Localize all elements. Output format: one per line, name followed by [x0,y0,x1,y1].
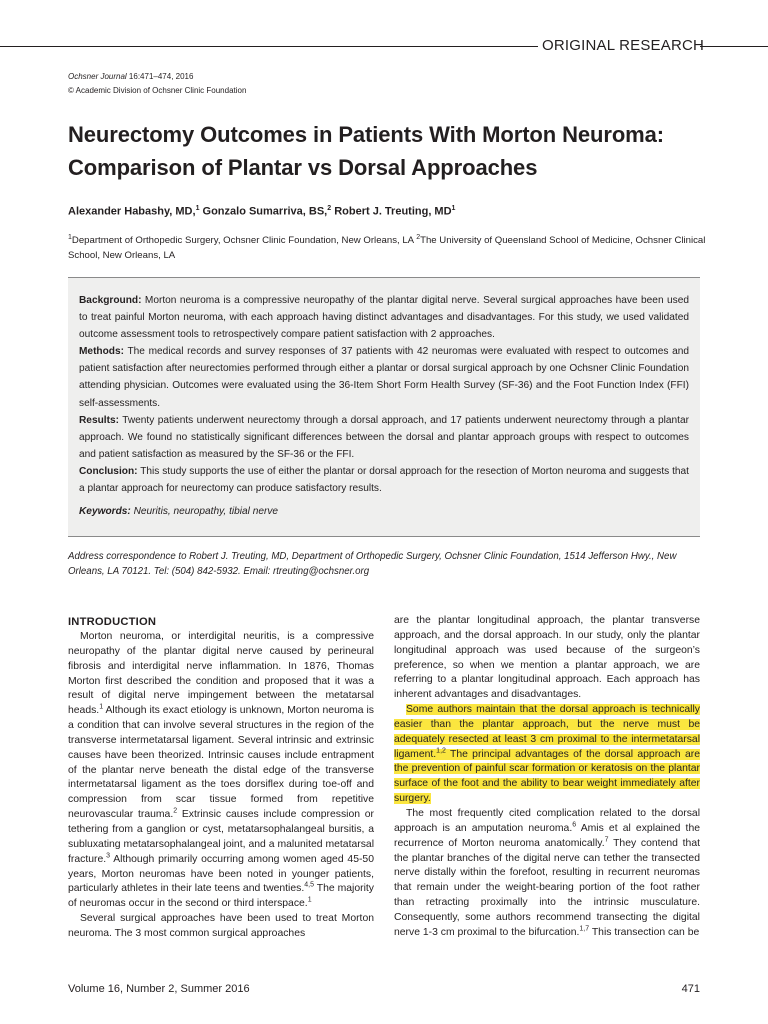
article-title: Neurectomy Outcomes in Patients With Morton Neuroma: Comparison of Plantar vs Dorsal Approaches [68,122,665,180]
citation-sup: 1 [307,896,312,904]
header-rule-right [700,46,768,47]
author-name: Gonzalo Sumarriva, BS, [199,205,328,218]
header-rule-left [0,46,538,47]
affil-sup: 2 [416,234,421,241]
abstract-conclusion [79,463,689,497]
abstract-background [79,292,689,343]
text-run: Although its exact etiology is unknown, Morton neuroma is a condition that can involve several structures in the region of the transverse intermetatarsal ligament. Several intrinsic and extrinsic causes have been theorized. Intrinsic causes include entrapment of the plantar nerve beneath the distal edge of the transverse intermetatarsal ligament as the toes dorsiflex during toe-off and compression from scar tissue formed from repetitive neurovascular trauma. [68,705,374,821]
abstract-body: Twenty patients underwent neurectomy through a dorsal approach, and 17 patients underwent neurectomy through a plantar approach. We found no statistically significant differences between the dorsal and plantar approach groups with respect to outcomes and patient satisfaction as measured by the SF-36 or the FFI. [79,414,689,460]
text-run: Some authors maintain that the dorsal approach is technically easier than the plantar approach, but the nerve must be adequately resected at least 3 cm proximal to the intermetatarsal ligament. [394,704,700,760]
body-column-left [68,615,374,942]
correspondence-address: Address correspondence to Robert J. Treuting, MD, Department of Orthopedic Surgery, Ochsner Clinic Foundation, 1514 Jefferson Hwy., New Orleans, LA 70121. Tel: (504) 842-5932. Email: rtreuting@ochsner.org [68,551,677,577]
highlighted-paragraph [394,703,700,807]
affil-text: The University of Queensland School of Medicine, Ochsner Clinical School, New Orleans, LA [68,235,706,261]
affil-sup: 1 [68,234,72,241]
citation-sup: 7 [604,836,609,844]
author-name: Robert J. Treuting, MD [331,205,452,218]
citation-sup: 4,5 [304,881,314,889]
journal-name: Ochsner Journal [68,72,127,81]
body-paragraph: Several surgical approaches have been used to treat Morton neuroma. The 3 most common surgical approaches [68,913,374,939]
journal-volume: 16:471–474, 2016 [126,72,194,81]
citation-sup: 1,7 [579,925,590,933]
text-run: The majority of neuromas occur in the second or third interspace. [68,883,374,910]
citation-sup: 1,2 [436,747,446,755]
abstract-box [68,277,700,537]
citation-sup: 2 [173,807,178,815]
abstract-methods [79,343,689,411]
abstract-text [79,292,689,497]
text-run: Although primarily occurring among women aged 45-50 years, Morton neuromas have been noted in younger patients, particularly athletes in their late teens and twenties. [68,853,374,895]
text-run: The principal advantages of the dorsal approach are the prevention of painful scar formation or keratosis on the plantar surface of the foot and the ability to bear weight immediately after surgery. [394,748,700,805]
abstract-label: Background: [79,295,142,306]
body-paragraph: are the plantar longitudinal approach, the plantar transverse approach, and the dorsal approach. In our study, only the plantar longitudinal approach was used because of the surgeon’s preference, so when we mention a plantar approach, we are referring to a plantar longitudinal approach. Each approach has inherent advantages and disadvantages. [394,615,700,701]
page-number: 471 [681,983,700,995]
author-name: Alexander Habashy, MD, [68,205,196,218]
affiliations [68,231,708,263]
citation-sup: 3 [106,852,111,860]
affil-text: Department of Orthopedic Surgery, Ochsner Clinic Foundation, New Orleans, LA [71,235,417,247]
keywords-label: Keywords: [79,506,131,517]
keywords [79,506,278,517]
text-run: They contend that the plantar branches of the digital nerve can tether the transected nerve distally within the forefoot, resulting in recurrent neuromas that remain under the weight-bearing portion of the foot rather than retracting proximally into the intrinsic musculature. Consequently, some authors recommend transecting the digital nerve 1-3 cm proximal to the bifurcation. [394,837,700,938]
text-run: This transection can be [589,926,700,938]
text-run: The most frequently cited complication related to the dorsal approach is an amputation neuroma. [394,807,700,834]
highlight-run [394,704,700,804]
text-run: Amis et al explained the recurrence of Morton neuroma anatomically. [394,822,700,849]
section-label: ORIGINAL RESEARCH [542,37,705,54]
author-affil-sup: 2 [327,205,332,212]
footer-issue: Volume 16, Number 2, Summer 2016 [68,983,250,995]
author-affil-sup: 1 [451,205,456,212]
abstract-body: This study supports the use of either the plantar or dorsal approach for the resection of Morton neuroma and suggests that a plantar approach for neurectomy can produce satisfactory results. [79,465,689,495]
abstract-label: Conclusion: [79,465,138,477]
body-column-right [394,614,700,941]
author-list [68,205,455,218]
abstract-label: Results: [79,414,119,426]
body-paragraph [394,807,700,941]
author-affil-sup: 1 [195,205,200,212]
text-run: Morton neuroma, or interdigital neuritis, is a compressive neuropathy of the plantar digital nerve caused by perineural fibrosis and interdigital nerve inflammation. In 1876, Thomas Morton first described the condition and proposed that it was a result of digital nerve impingement between the metatarsal heads. [68,631,374,717]
keywords-list: Neuritis, neuropathy, tibial nerve [130,506,279,517]
text-run: Extrinsic causes include compression or tethering from a ganglion or cyst, metatarsophalangeal bursitis, a subluxating metatarsophalangeal joint, and a malunited metatarsal fracture. [68,809,374,865]
abstract-results [79,412,689,463]
body-paragraph [68,630,374,912]
copyright-notice: © Academic Division of Ochsner Clinic Foundation [68,86,247,95]
abstract-body: The medical records and survey responses of 37 patients with 42 neuromas were evaluated with respect to outcomes and patient satisfaction after neurectomies performed through either a plantar or dorsal surgical approach by one Ochsner Clinic Foundation attending physician. Outcomes were evaluated using the 36-Item Short Form Health Survey (SF-36) and the Foot Function Index (FFI) self-assessments. [79,346,689,409]
citation-sup: 6 [572,821,577,829]
section-heading: INTRODUCTION [68,616,157,628]
abstract-body: Morton neuroma is a compressive neuropathy of the plantar digital nerve. Several surgical approaches have been used to treat painful Morton neuroma, with each approach having distinct advantages and disadvantages. For this study, we used validated outcome assessment tools to retrospectively compare patient satisfaction with 2 approaches. [79,295,689,341]
citation-sup: 1 [99,703,104,711]
abstract-label: Methods: [79,346,124,358]
journal-citation [68,71,193,82]
